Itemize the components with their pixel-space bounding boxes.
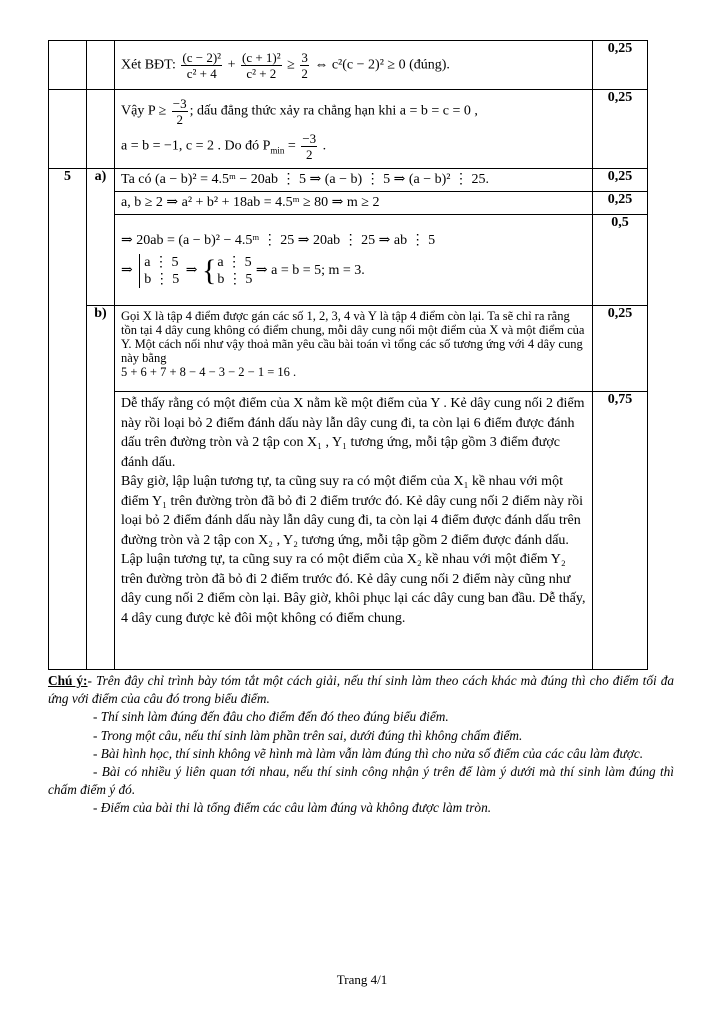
content-cell bbox=[115, 392, 593, 670]
scoring-table bbox=[48, 40, 648, 670]
table-row bbox=[49, 215, 648, 306]
part-a-step-1: Ta có (a − b)² = 4.5ᵐ − 20ab ⋮ 5 ⇒ (a − b) ⋮ 5 ⇒ (a − b)² ⋮ 25. bbox=[121, 172, 490, 187]
part-a-system: ⇒ a ⋮ 5 b ⋮ 5 ⇒ { a ⋮ 5 b ⋮ 5 ⇒ a = b = 5; m = 3. bbox=[121, 254, 365, 287]
note: Chú ý:- Trên đây chỉ trình bày tóm tắt một cách giải, nếu thí sinh làm theo cách khác mà đúng thì cho điểm tối đa ứng với điểm của câu đó trong biểu điểm. bbox=[48, 673, 675, 707]
table-row bbox=[49, 306, 648, 392]
table-row bbox=[49, 169, 648, 192]
part-label-a: a) bbox=[87, 169, 115, 306]
note: - Bài có nhiều ý liên quan tới nhau, nếu thí sinh công nhận ý trên để làm ý dưới mà thí sinh làm đúng thì chấm điểm ý đó. bbox=[48, 764, 674, 798]
notes-section bbox=[48, 672, 674, 818]
argument-paragraph: Lập luận tương tự, ta cũng suy ra có một điểm của X₂ kề nhau với một điểm Y₂ trên đường tròn đã bỏ đi 2 điểm trước đó. Kẻ dây cung nối 2 điểm này cũng như dây cung nối 2 điểm còn lại. Bây giờ, khôi phục lại các dây cung ban đầu. Dễ thấy, 4 dây cung được kẻ đôi một không có điểm chung. bbox=[121, 552, 586, 626]
fraction: $\frac{3}{2}$ bbox=[301, 49, 308, 81]
empty-part-cell bbox=[87, 41, 115, 90]
note: - Bài hình học, thí sinh không vẽ hình mà làm vẫn làm đúng thì cho nửa số điểm của các câu làm được. bbox=[93, 745, 644, 761]
fraction: $\frac{\text{(c + 1)²}}{\text{c² + 2}}$ bbox=[241, 49, 281, 81]
part-a-step-3: ⇒ 20ab = (a − b)² − 4.5ᵐ ⋮ 25 ⇒ 20ab ⋮ 25 ⇒ ab ⋮ 5 bbox=[121, 233, 436, 248]
brace-icon: { bbox=[201, 254, 217, 287]
note: - Trong một câu, nếu thí sinh làm phần trên sai, dưới đúng thì không chấm điểm. bbox=[93, 727, 523, 743]
notes-heading: Chú ý: bbox=[48, 673, 88, 688]
score-cell: 0,25 bbox=[593, 306, 648, 392]
sum-expression: 5 + 6 + 7 + 8 − 4 − 3 − 2 − 1 = 16 . bbox=[121, 365, 297, 379]
content-cell bbox=[115, 306, 593, 392]
page-footer: Trang 4/1 bbox=[336, 972, 388, 987]
score-cell: 0,25 bbox=[593, 192, 648, 215]
conclusion-line-1: Vậy P ≥ $\frac{-3}{2}$ ; dấu đẳng thức xảy ra chẳng hạn khi a = b = c = 0 , bbox=[121, 96, 478, 127]
note: - Điểm của bài thi là tổng điểm các câu làm đúng và không được làm tròn. bbox=[93, 800, 492, 816]
part-b-argument bbox=[115, 392, 592, 630]
table-row bbox=[49, 41, 648, 90]
content-cell bbox=[115, 90, 593, 169]
score-cell: 0,25 bbox=[593, 41, 648, 90]
note: - Thí sinh làm đúng đến đâu cho điểm đến đó theo đúng biểu điểm. bbox=[93, 709, 449, 725]
score-cell: 0,25 bbox=[593, 90, 648, 169]
empty-question-cell bbox=[49, 41, 87, 90]
fraction: $\frac{\text{(c − 2)²}}{\text{c² + 4}}$ bbox=[182, 49, 222, 81]
content-cell bbox=[115, 192, 593, 215]
part-a-step-2: a, b ≥ 2 ⇒ a² + b² + 18ab = 4.5ᵐ ≥ 80 ⇒ m ≥ 2 bbox=[121, 195, 380, 210]
question-number: 5 bbox=[49, 169, 87, 670]
content-cell bbox=[115, 169, 593, 192]
argument-paragraph: Dễ thấy rằng có một điểm của X nằm kề một điểm của Y . Kẻ dây cung nối 2 điểm này rồi loại bỏ 2 điểm đánh dấu này lẫn dây cung đi, ta còn lại 6 điểm được đánh dấu trên đường tròn và 2 tập con X₁ , Y₁ tương ứng, mỗi tập gồm 3 điểm được đánh dấu. bbox=[121, 396, 585, 470]
content-cell bbox=[115, 41, 593, 90]
table-row bbox=[49, 392, 648, 670]
table-row bbox=[49, 90, 648, 169]
part-b-intro: Gọi X là tập 4 điểm được gán các số 1, 2, 3, 4 và Y là tập 4 điểm còn lại. Ta sẽ chỉ ra rằng tồn tại 4 dây cung không có điểm chung, mỗi dây cung nối một điểm của X và một điểm của Y. Một cách nối như vậy thoả mãn yêu cầu bài toán vì tổng các số tương ứng với 4 dây cung này bằng 5 + 6 + 7 + 8 − 4 − 3 − 2 − 1 = 16 . bbox=[121, 309, 585, 379]
conclusion-line-2: a = b = −1, c = 2 . Do đó $P_{min}$ = $\frac{-3}{2}$ . bbox=[121, 131, 327, 162]
fraction: $\frac{-3}{2}$ bbox=[302, 131, 317, 162]
empty-part-cell bbox=[87, 90, 115, 169]
brace-system: a ⋮ 5 b ⋮ 5 bbox=[217, 255, 253, 287]
fraction: $\frac{-3}{2}$ bbox=[172, 96, 187, 127]
argument-paragraph: Bây giờ, lập luận tương tự, ta cũng suy ra có một điểm của X₁ kề nhau với một điểm Y₁ trên đường tròn đã bỏ đi 2 điểm trước đó. Kẻ dây cung nối 2 điểm này rồi loại bỏ 2 điểm đánh dấu này lẫn dây cung đi, ta còn lại 4 điểm được đánh dấu trên đường tròn và 2 tập con X₂ , Y₂ tương ứng, mỗi tập gồm 2 điểm được đánh dấu. bbox=[121, 474, 584, 548]
inequality-check: Xét BĐT: $\frac{\text{(c − 2)²}}{\text{c² + 4}}$ + $\frac{\text{(c + 1)²}}{\text{c² + 2}}$ ≥ $\frac{3}{2}$ ⇔ c²(c − 2)² ≥ 0 (đúng). bbox=[121, 49, 450, 81]
score-cell: 0,25 bbox=[593, 169, 648, 192]
content-cell bbox=[115, 215, 593, 306]
score-cell: 0,75 bbox=[593, 392, 648, 670]
inequality-rest: ⇔ c²(c − 2)² ≥ 0 (đúng). bbox=[310, 57, 450, 73]
part-label-b: b) bbox=[87, 306, 115, 670]
table-row bbox=[49, 192, 648, 215]
score-cell: 0,5 bbox=[593, 215, 648, 306]
empty-question-cell bbox=[49, 90, 87, 169]
bracket-system: a ⋮ 5 b ⋮ 5 bbox=[139, 254, 179, 288]
prefix-text: Xét BĐT: bbox=[121, 57, 180, 73]
